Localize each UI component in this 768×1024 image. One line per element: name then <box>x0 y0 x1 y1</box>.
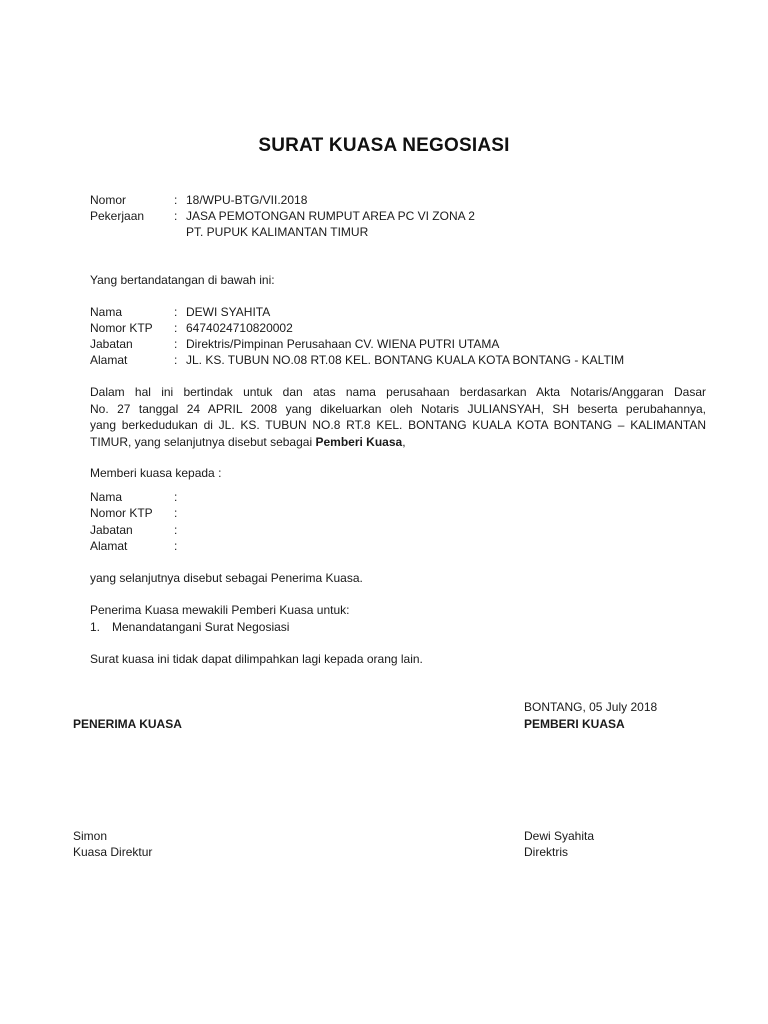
penerima-nama-label: Nama <box>90 490 123 504</box>
pemberi-alamat-label: Alamat <box>90 353 128 367</box>
nomor-label: Nomor <box>90 193 127 207</box>
penerima-alamat-label: Alamat <box>90 539 128 553</box>
pekerjaan-label: Pekerjaan <box>90 209 145 223</box>
penerima-jabatan-label: Jabatan <box>90 523 133 537</box>
penerima-alamat-row: Alamat : <box>90 539 178 553</box>
document-title: SURAT KUASA NEGOSIASI <box>258 135 510 156</box>
authority-paragraph <box>90 384 706 450</box>
penerima-note: yang selanjutnya disebut sebagai Penerima Kuasa. <box>90 571 363 585</box>
pekerjaan-row <box>90 208 475 224</box>
pemberi-nama-value: DEWI SYAHITA <box>186 305 271 319</box>
paragraph-line: Dalam hal ini bertindak untuk dan atas nama perusahaan berdasarkan Akta Notaris/Anggaran Dasar <box>90 385 706 399</box>
pemberi-kuasa-heading: PEMBERI KUASA <box>524 717 625 731</box>
pemberi-jabatan-value: Direktris/Pimpinan Perusahaan CV. WIENA PUTRI UTAMA <box>186 337 500 351</box>
pemberi-ktp-row: Nomor KTP : 6474024710820002 <box>90 321 293 335</box>
penerima-kuasa-heading: PENERIMA KUASA <box>73 717 182 731</box>
penerima-signatory-role: Kuasa Direktur <box>73 845 153 859</box>
penerima-ktp-row: Nomor KTP : <box>90 506 178 520</box>
nomor-colon: : <box>174 193 178 207</box>
pemberi-nama-label: Nama <box>90 305 123 319</box>
nomor-row <box>90 192 307 208</box>
intro-text: Yang bertandatangan di bawah ini: <box>90 273 275 287</box>
penerima-nama-row: Nama : <box>90 490 178 504</box>
pekerjaan-row-2 <box>90 224 368 240</box>
nomor-value: 18/WPU-BTG/VII.2018 <box>186 193 308 207</box>
pemberi-kuasa-emphasis: Pemberi Kuasa <box>315 434 403 449</box>
pemberi-ktp-value: 6474024710820002 <box>186 321 293 335</box>
paragraph-line: yang berkedudukan di JL. KS. TUBUN NO.8 RT.8 KEL. BONTANG KUALA KOTA BONTANG – KALIMANTAN <box>90 418 706 432</box>
pemberi-ktp-label: Nomor KTP <box>90 321 153 335</box>
paragraph-line: No. 27 tanggal 24 APRIL 2008 yang dikeluarkan oleh Notaris JULIANSYAH, SH beserta perubahannya, <box>90 401 706 416</box>
penerima-ktp-label: Nomor KTP <box>90 506 153 520</box>
list-text: Menandatangani Surat Negosiasi <box>112 620 290 634</box>
pekerjaan-value-2: PT. PUPUK KALIMANTAN TIMUR <box>186 225 369 239</box>
pemberi-signatory-role: Direktris <box>524 845 568 859</box>
list-number: 1. <box>90 620 101 634</box>
pemberi-jabatan-label: Jabatan <box>90 337 133 351</box>
pemberi-alamat-value: JL. KS. TUBUN NO.08 RT.08 KEL. BONTANG KUALA KOTA BONTANG - KALTIM <box>186 353 625 367</box>
pemberi-signatory-name: Dewi Syahita <box>524 829 595 843</box>
penerima-jabatan-row: Jabatan : <box>90 523 178 537</box>
pekerjaan-value: JASA PEMOTONGAN RUMPUT AREA PC VI ZONA 2 <box>186 209 475 223</box>
pemberi-nama-row: Nama : DEWI SYAHITA <box>90 305 271 319</box>
pemberi-alamat-row: Alamat : JL. KS. TUBUN NO.08 RT.08 KEL. BONTANG KUALA KOTA BONTANG - KALTIM <box>90 353 625 367</box>
closing-text: Surat kuasa ini tidak dapat dilimpahkan lagi kepada orang lain. <box>90 652 423 666</box>
mewakili-text: Penerima Kuasa mewakili Pemberi Kuasa untuk: <box>90 603 350 617</box>
pemberi-jabatan-row: Jabatan : Direktris/Pimpinan Perusahaan CV. WIENA PUTRI UTAMA <box>90 337 500 351</box>
place-date: BONTANG, 05 July 2018 <box>524 700 658 714</box>
pekerjaan-colon: : <box>174 209 178 223</box>
memberi-kuasa-text: Memberi kuasa kepada : <box>90 466 222 480</box>
penerima-signatory-name: Simon <box>73 829 108 843</box>
paragraph-line: TIMUR, yang selanjutnya disebut sebagai Pemberi Kuasa, <box>90 434 406 449</box>
list-item <box>90 619 289 635</box>
